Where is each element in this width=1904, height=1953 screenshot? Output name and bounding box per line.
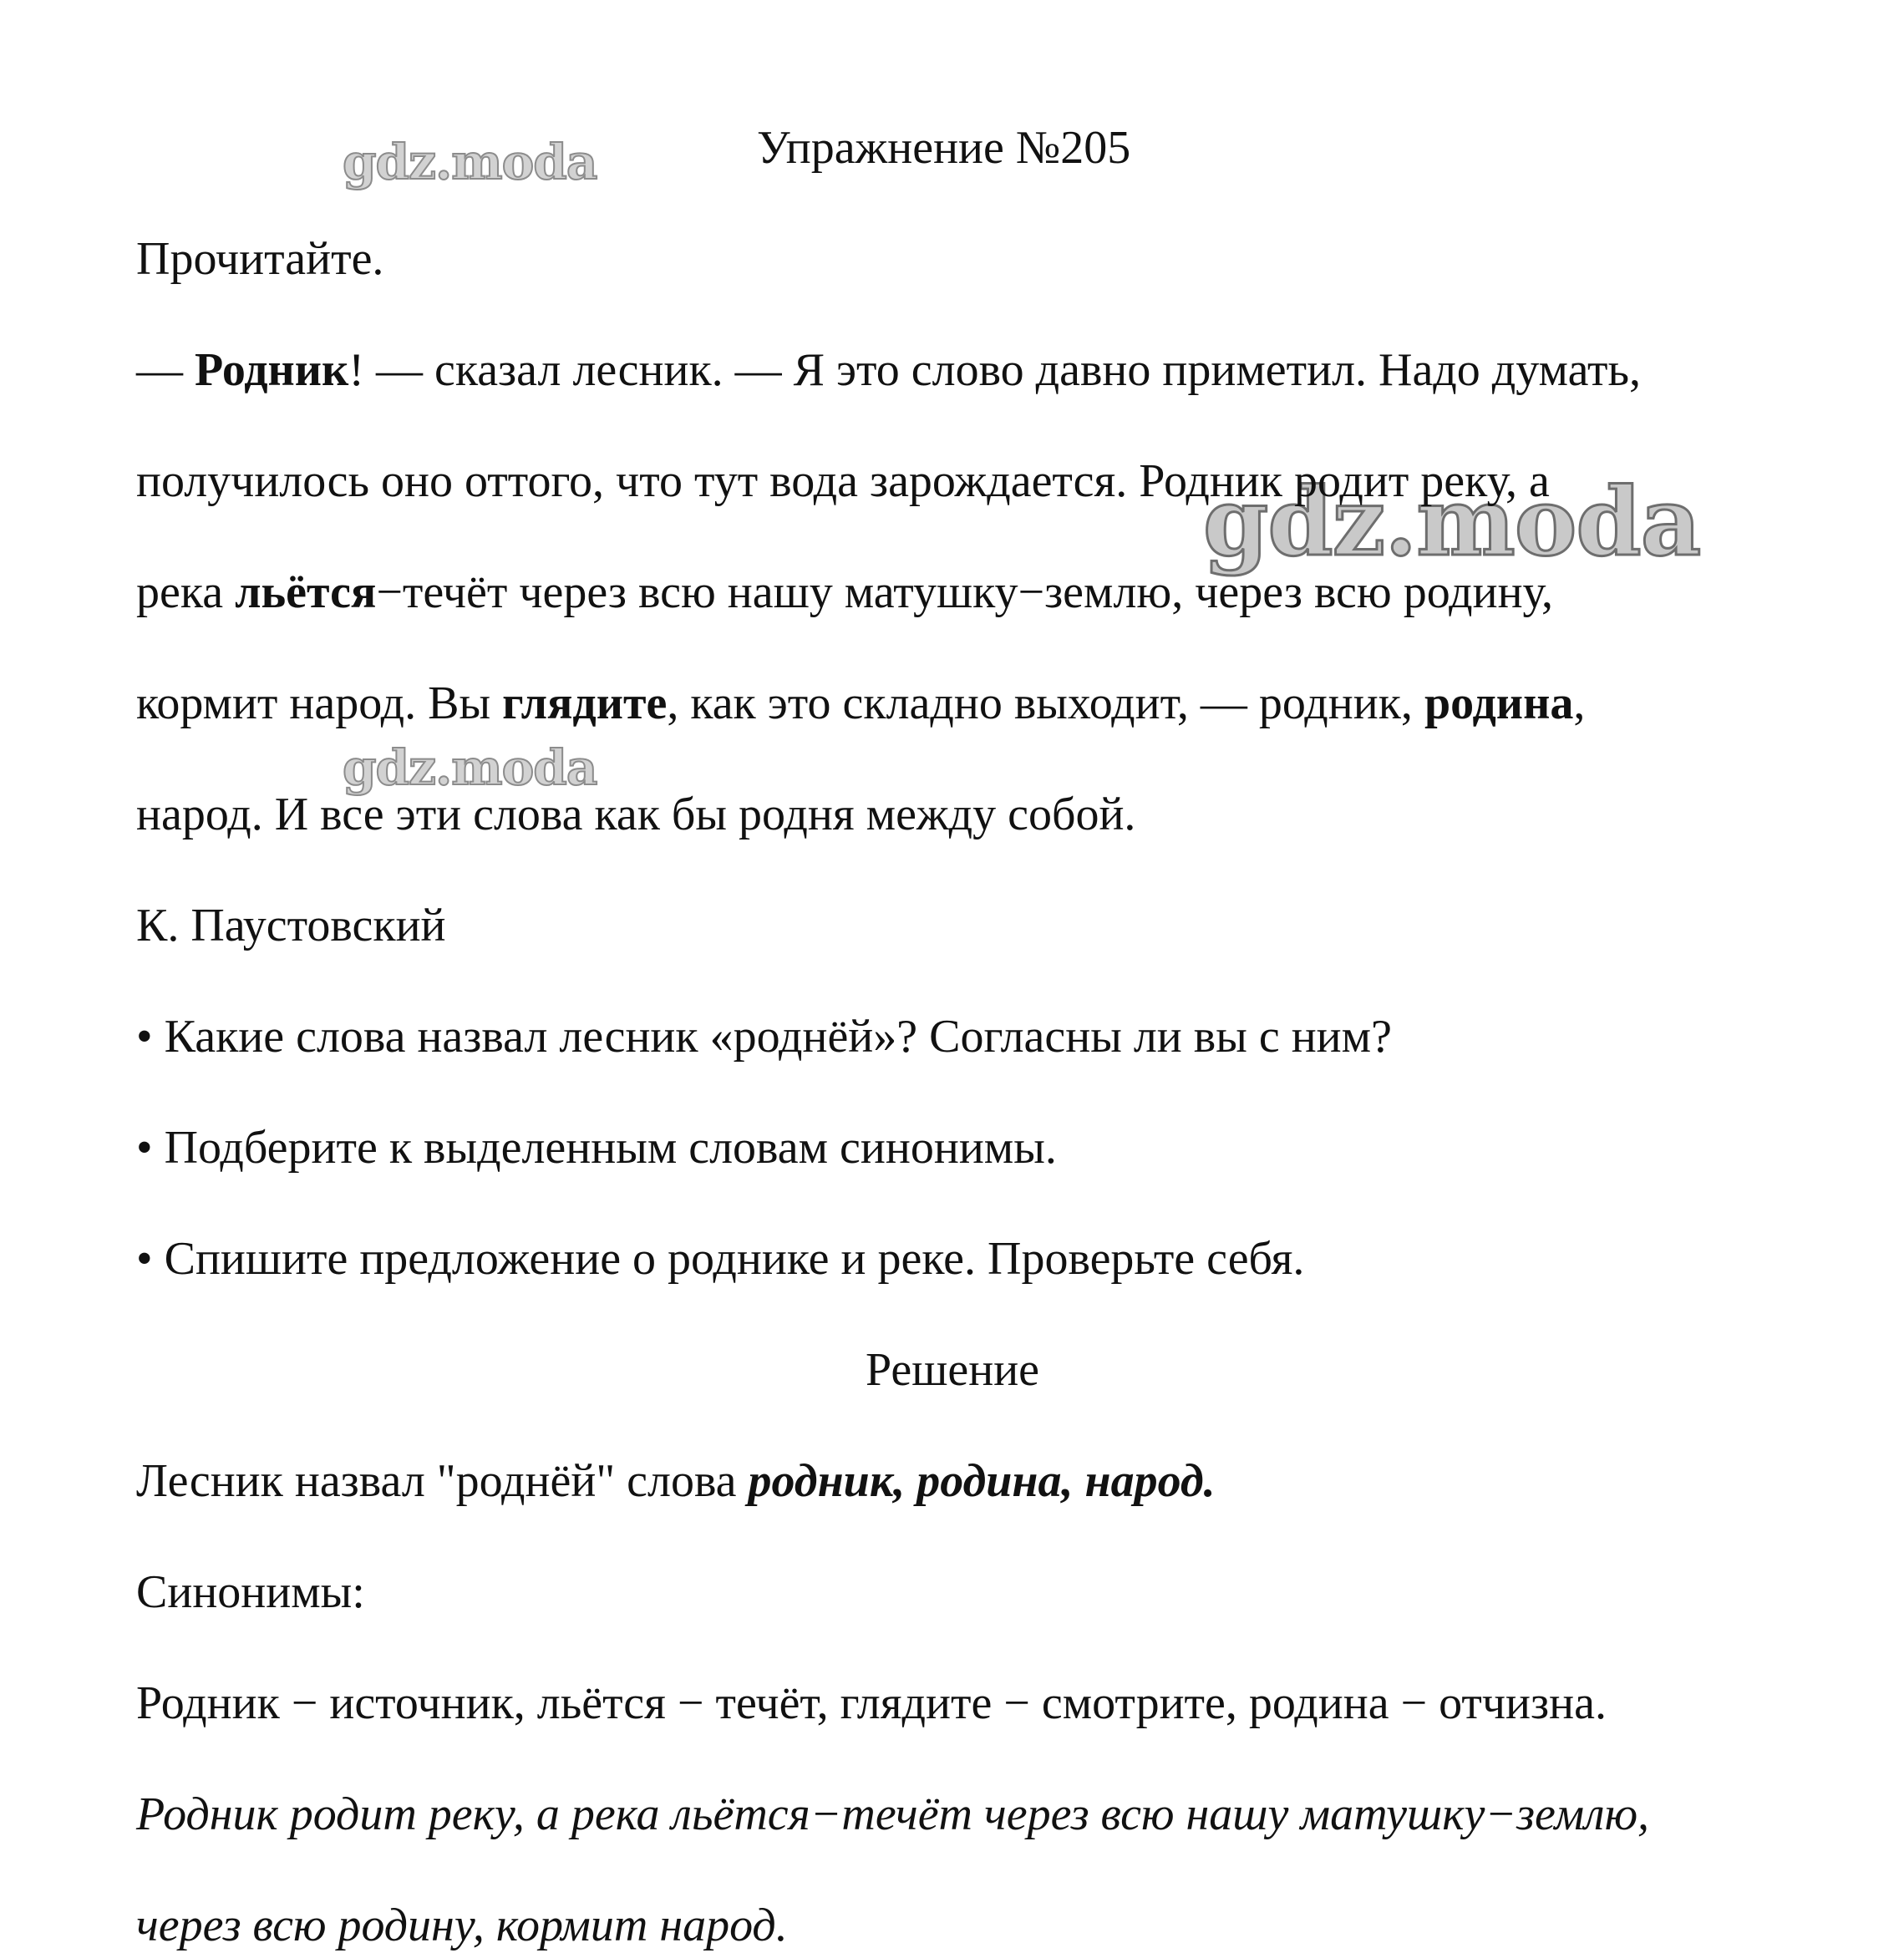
task-text-line [136,565,1904,620]
task-text-line [136,342,1904,398]
bold-word: Родник [195,344,349,396]
task-text-line [136,787,1904,842]
task-text-line [136,676,1904,731]
answer-prefix: Лесник назвал "роднёй" слова [136,1455,749,1507]
text-span: −течёт через всю нашу матушку−землю, через всю родину, [376,566,1553,618]
bold-word: родина [1424,677,1574,729]
watermark-middle: gdz.moda [343,739,597,796]
answer-words: родник, родина, народ. [748,1455,1216,1507]
task-text-line [136,454,1904,509]
question-item: • Подберите к выделенным словам синонимы. [136,1122,1057,1174]
synonyms-label: Синонимы: [136,1566,365,1618]
text-span: , [1573,677,1586,729]
watermark-large: gdz.moda [1203,468,1701,577]
text-span: , как это складно выходит, — родник, [667,677,1424,729]
bold-word: глядите [502,677,668,729]
page-title: Упражнение №205 [757,122,1131,174]
question-item: • Какие слова назвал лесник «роднёй»? Согласны ли вы с ним? [136,1011,1392,1063]
text-span: ! — сказал лесник. — Я это слово давно приметил. Надо думать, [348,344,1642,396]
text-span: народ. И все эти слова как бы родня между собой. [136,789,1136,840]
synonyms-line: Родник − источник, льётся − течёт, глядите − смотрите, родина − отчизна. [136,1677,1607,1729]
watermark-top: gdz.moda [343,134,597,190]
author: К. Паустовский [136,900,446,951]
solution-heading: Решение [866,1344,1040,1396]
sentence-line: Родник родит реку, а река льётся−течёт через всю нашу матушку−землю, [136,1788,1650,1840]
answer-line [136,1453,1904,1509]
bold-word: льётся [235,566,377,618]
sentence-line: через всю родину, кормит народ. [136,1900,788,1951]
text-span: кормит народ. Вы [136,677,503,729]
task-intro: Прочитайте. [136,233,384,285]
text-span: река [136,566,236,618]
question-item: • Спишите предложение о роднике и реке. Проверьте себя. [136,1233,1305,1285]
text-span: — [136,344,195,396]
text-span: получилось оно оттого, что тут вода зарождается. Родник родит реку, а [136,455,1550,507]
